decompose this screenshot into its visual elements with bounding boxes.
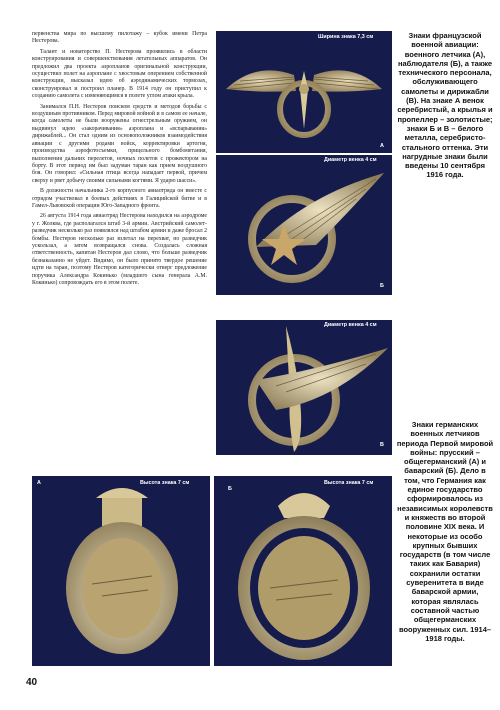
german-badges-caption: Знаки германских военных летчиков периода Первой мировой войны: прусский – общегерманский (А) и баварский (Б). Дело в том, что Германия как единое государство сформировалось из независимых королевств и княжеств во второй половине XIX века. И некоторые из особо крупных бывших государств (в том числе таких как Бавария) сохранили остатки суверенитета в виде баварской армии, которая являлась составной частью общегерманских вооруженных сил. 1914–1918 годы.: [396, 420, 494, 643]
photo-french-pilot-badge: [216, 31, 392, 153]
photo-technical-badge: [216, 320, 392, 455]
body-paragraph: 26 августа 1914 года авиаотряд Нестерова находился на аэродроме у г. Жолква, где располагался штаб 3-й армии. Австрийский самолет-разведчик несколько раз появлялся над штабом армии и даже бросал 2 бомбы. Нестеров несколько раз взлетал на перехват, но разведчик ускользал, а затем возвращался снова. Создалась сложная ответственность, капитан Нестеров дал слово, что больше разведчик безнаказанно не уйдет. Видимо, он было принято твердое решение идти на таран, поэтому Нестеров категорически отверг предложение поручика Александра Кокинько (младшего сына генерала А.М. Кокинько) сопровождать его в этом полете.: [32, 213, 207, 286]
photo-bavarian-badge: [214, 476, 392, 666]
article-text-column: [32, 31, 207, 290]
page-number: 40: [26, 677, 38, 688]
star-wing-badge-image: [216, 155, 392, 295]
winged-propeller-badge-image: [216, 31, 392, 153]
photo-letter: Б: [228, 486, 232, 492]
dimension-label: Ширина знака 7,3 см: [318, 34, 374, 40]
french-badges-caption: Знаки французской военной авиации: военного летчика (А), наблюдателя (Б), а также технического персонала, обслуживающего самолеты и дирижабли (В). На знаке А венок серебристый, а крылья и пропеллер – золотистые; знаки Б и В – белого металла, серебристо-стального оттенка. Эти нагрудные знаки были введены 10 сентября 1916 года.: [397, 31, 493, 180]
photo-letter: Б: [380, 283, 384, 289]
photo-letter: А: [380, 143, 384, 149]
propeller-wreath-badge-image: [216, 320, 392, 455]
photo-letter: В: [380, 442, 384, 448]
photo-observer-badge: [216, 155, 392, 295]
prussian-pilot-badge-image: [32, 476, 210, 666]
photo-letter: А: [37, 480, 41, 486]
dimension-label: Высота знака 7 см: [324, 480, 374, 486]
dimension-label: Высота знака 7 см: [140, 480, 190, 486]
body-paragraph: Занимался П.Н. Нестеров поиском средств и методов борьбы с воздушным противником. Перед мировой войной и в самом ее начале, когда самолеты не были вооружены огнестрельным оружием, он выдвинул идею «закорачивания» аэроплана и «вспарывания» дирижаблей... Он стал одним из основоположников взаимодействия авиации с другими родами войск, корректировки артогня, производства аэрофотосъемки, прицельного бомбометания, выполнения дальних перелетов, ночных полетов с прожектором на борту. В этот период им был задуман таран как прием воздушного боя. Он говорил: «Сильная птица всегда нападает первой, причем сверху и рвет добычу своими сильными когтями. Я ударю шасси».: [32, 103, 207, 184]
body-paragraph: Талант и новаторство П. Нестерова проявились в области конструирования и совершенствования летательных аппаратов. Он предложил два проекта аэропланов оригинальной конструкции, осуществил полет на аэроплане с хвостовым оперением собственной конструкции, высказал идею об аэродинамических тормозах, сконструировал и построил планер. В 1914 году он приступил к созданию самолета с изменяющимся в полете углом атаки крыла.: [32, 48, 207, 100]
photo-prussian-badge: [32, 476, 210, 666]
dimension-label: Диаметр венка 4 см: [324, 322, 377, 328]
body-paragraph: первенства мира по высшему пилотажу – кубок имени Петра Нестерова.: [32, 31, 207, 45]
dimension-label: Диаметр венка 4 см: [324, 157, 377, 163]
body-paragraph: В должности начальника 2-го корпусного авиаотряда он вместе с отрядом участвовал в боевых действиях в Галицийской битве и в Гамел-Львовской операции Юго-Западного фронта.: [32, 188, 207, 209]
bavarian-pilot-badge-image: [214, 476, 392, 666]
